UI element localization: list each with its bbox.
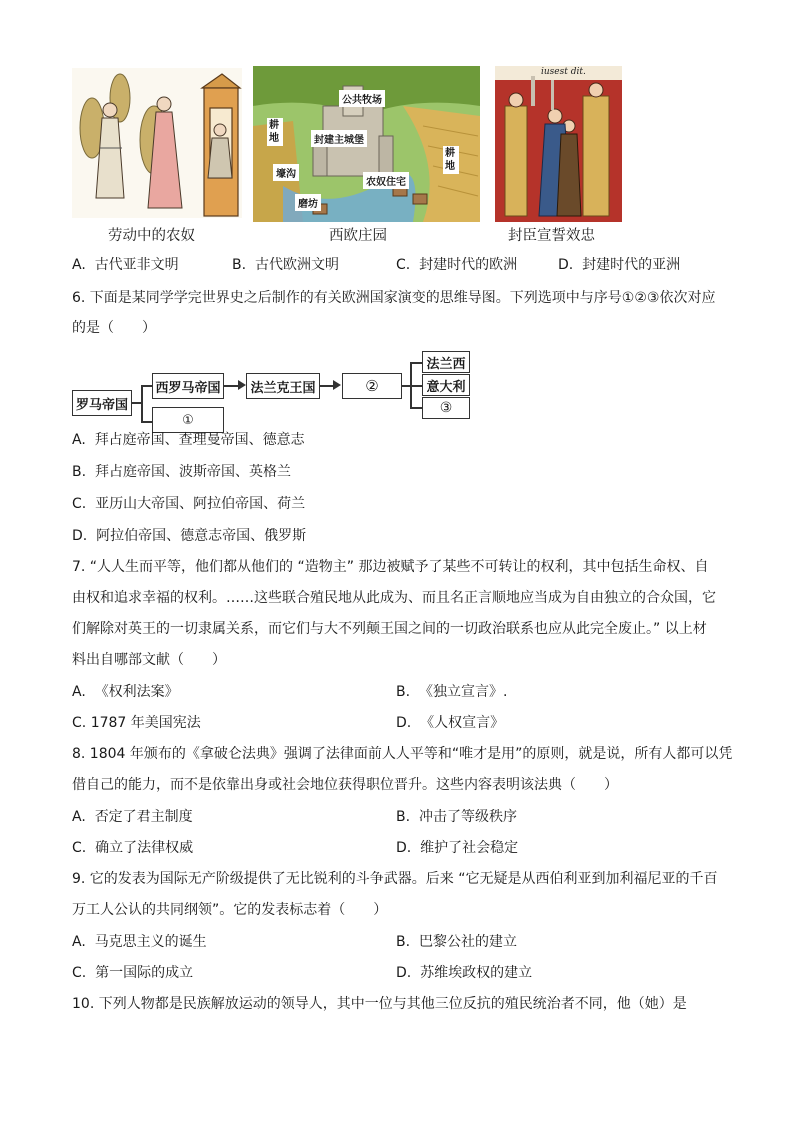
oath-inscription: iusest dit.: [541, 67, 586, 77]
figure-oath-image: [495, 66, 622, 222]
manor-label-moat: 壕沟: [273, 164, 299, 181]
mindmap-italy: 意大利: [422, 374, 470, 396]
manor-label-castle: 封建主城堡: [311, 130, 367, 147]
q9-stem-line1: 9. 它的发表为国际无产阶级提供了无比锐利的斗争武器。后来 “它无疑是从西伯利亚到加利福尼亚的千百: [72, 871, 718, 887]
manor-label-farmland-right: 耕地: [443, 146, 459, 174]
q7-stem-line2: 由权和追求幸福的权利。……这些联合殖民地从此成为、而且名正言顺地应当成为自由独立的合众国，它: [72, 590, 716, 606]
q7-option-b[interactable]: B. 《独立宣言》.: [396, 684, 508, 700]
mindmap-root: 罗马帝国: [72, 390, 132, 416]
q6-option-c[interactable]: C. 亚历山大帝国、阿拉伯帝国、荷兰: [72, 496, 306, 512]
q7-option-a[interactable]: A. 《权利法案》: [72, 684, 179, 700]
q8-stem-line2: 借自己的能力，而不是依靠出身或社会地位获得职位晋升。这些内容表明该法典（ ）: [72, 777, 618, 793]
q7-stem-line4: 料出自哪部文献（ ）: [72, 652, 226, 668]
q6-option-a[interactable]: A. 拜占庭帝国、查理曼帝国、德意志: [72, 432, 305, 448]
mindmap-frankish: 法兰克王国: [246, 373, 320, 399]
figure-oath-caption: 封臣宣誓效忠: [508, 228, 595, 244]
manor-label-pasture: 公共牧场: [339, 90, 385, 107]
q6-option-d[interactable]: D. 阿拉伯帝国、德意志帝国、俄罗斯: [72, 528, 307, 544]
mindmap-france: 法兰西: [422, 351, 470, 373]
manor-label-mill: 磨坊: [295, 194, 321, 211]
q8-option-d[interactable]: D. 维护了社会稳定: [396, 840, 519, 856]
q7-option-d[interactable]: D. 《人权宣言》: [396, 715, 505, 731]
q9-option-a[interactable]: A. 马克思主义的诞生: [72, 934, 207, 950]
q7-option-c[interactable]: C. 1787 年美国宪法: [72, 715, 201, 731]
q9-stem-line2: 万工人公认的共同纲领”。它的发表标志着（ ）: [72, 902, 388, 918]
q7-stem-line1: 7. “人人生而平等，他们都从他们的 “造物主” 那边被赋予了某些不可转让的权利，其中包括生命权、自: [72, 559, 709, 575]
q10-stem-line1: 10. 下列人物都是民族解放运动的领导人，其中一位与其他三位反抗的殖民统治者不同，他（她）是: [72, 996, 687, 1012]
q5-option-d[interactable]: D. 封建时代的亚洲: [558, 257, 681, 273]
q5-option-b[interactable]: B. 古代欧洲文明: [232, 257, 339, 273]
q8-option-a[interactable]: A. 否定了君主制度: [72, 809, 193, 825]
q6-stem-line2: 的是（ ）: [72, 320, 156, 336]
q8-stem-line1: 8. 1804 年颁布的《拿破仑法典》强调了法律面前人人平等和“唯才是用”的原则，就是说，所有人都可以凭: [72, 746, 733, 762]
q7-stem-line3: 们解除对英王的一切隶属关系，而它们与大不列颠王国之间的一切政治联系也应从此完全废止。” 以上材: [72, 621, 707, 637]
mindmap-west-rome: 西罗马帝国: [152, 373, 224, 399]
q5-option-c[interactable]: C. 封建时代的欧洲: [396, 257, 518, 273]
manor-label-serf-houses: 农奴住宅: [363, 172, 409, 189]
figure-serfs-caption: 劳动中的农奴: [108, 228, 195, 244]
q9-option-d[interactable]: D. 苏维埃政权的建立: [396, 965, 533, 981]
q6-option-b[interactable]: B. 拜占庭帝国、波斯帝国、英格兰: [72, 464, 291, 480]
manor-label-farmland-left: 耕地: [267, 118, 283, 146]
figure-manor-image: [253, 66, 480, 222]
q6-stem-line1: 6. 下面是某同学学完世界史之后制作的有关欧洲国家演变的思维导图。下列选项中与序号①②③依次对应: [72, 290, 716, 306]
q9-option-c[interactable]: C. 第一国际的成立: [72, 965, 194, 981]
mindmap-slot-2: ②: [342, 373, 402, 399]
q8-option-c[interactable]: C. 确立了法律权威: [72, 840, 194, 856]
figure-serfs-image: [72, 68, 242, 218]
figure-manor-caption: 西欧庄园: [329, 228, 387, 244]
q5-option-a[interactable]: A. 古代亚非文明: [72, 257, 179, 273]
q9-option-b[interactable]: B. 巴黎公社的建立: [396, 934, 517, 950]
mindmap-slot-3: ③: [422, 397, 470, 419]
mindmap-slot-1: ①: [152, 407, 224, 433]
q8-option-b[interactable]: B. 冲击了等级秩序: [396, 809, 517, 825]
